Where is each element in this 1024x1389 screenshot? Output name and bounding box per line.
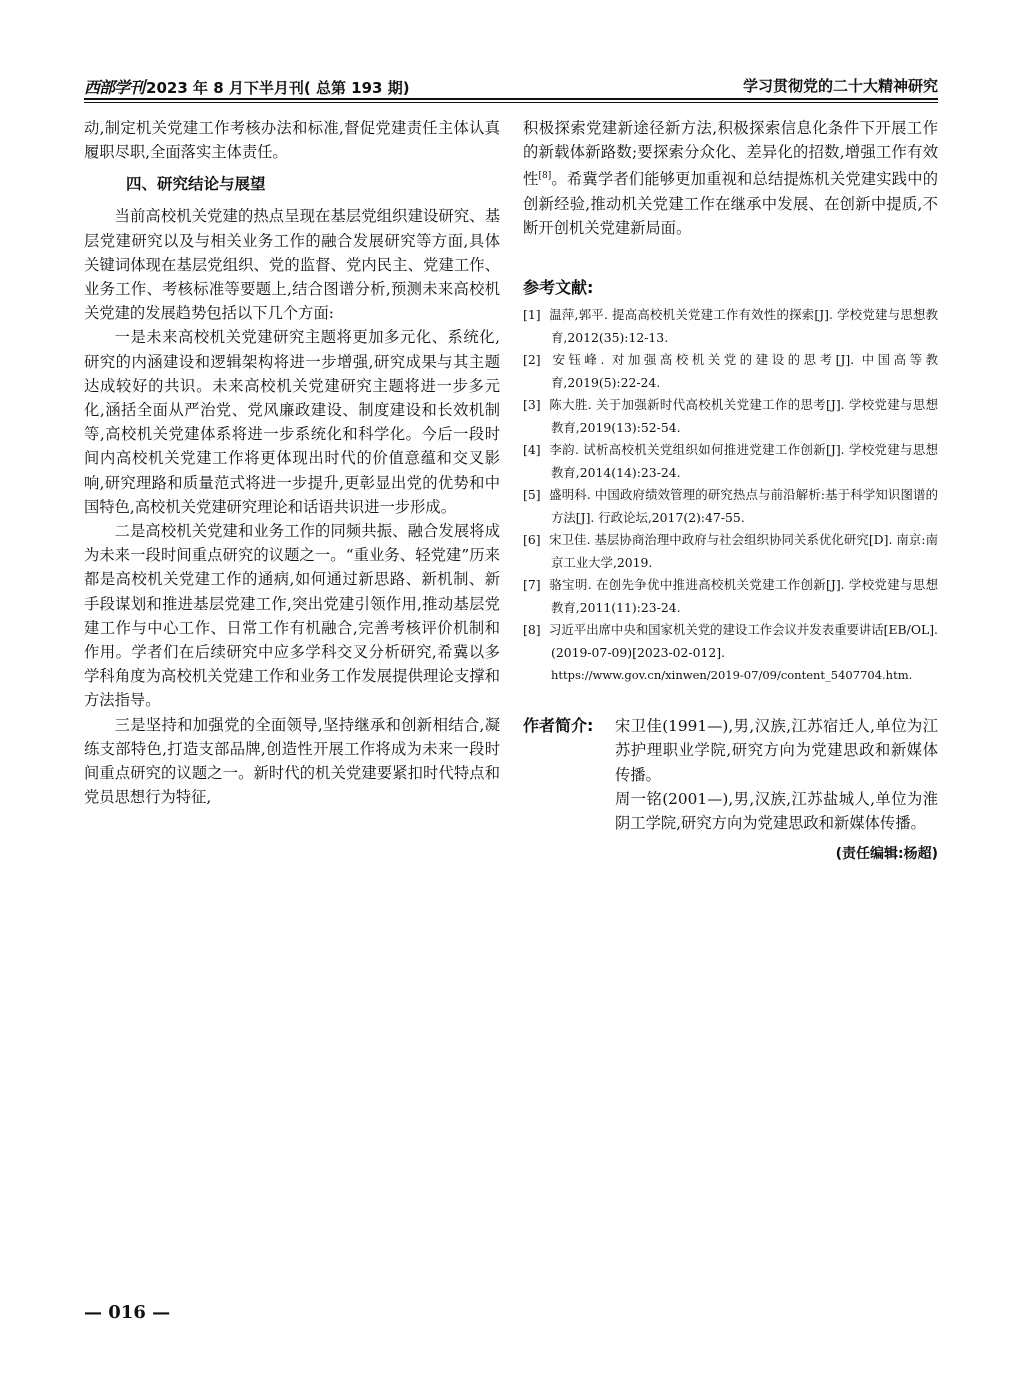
header-rule-thin — [84, 102, 938, 103]
right-column — [523, 116, 938, 863]
reference-list — [523, 304, 938, 686]
reference-text: 宋卫佳. 基层协商治理中政府与社会组织协同关系优化研究[D]. 南京:南京工业大学,2019. — [549, 532, 938, 570]
journal-logo: 西部学刊 — [84, 78, 145, 97]
page-number: — 016 — — [84, 1302, 171, 1323]
responsible-editor: (责任编辑:杨超) — [835, 846, 938, 863]
reference-item — [523, 484, 938, 529]
author-bio-label: 作者简介: — [523, 716, 594, 736]
text-run: 。希冀学者们能够更加重视和总结提炼机关党建实践中的创新经验,推动机关党建工作在继承中发展、在创新中提质,不断开创机关党建新局面。 — [523, 170, 938, 237]
journal-issue — [84, 75, 410, 98]
reference-number: [8] — [523, 622, 541, 638]
reference-item — [523, 529, 938, 574]
reference-number: [7] — [523, 577, 541, 593]
references-heading: 参考文献: — [523, 278, 594, 298]
paragraph: 当前高校机关党建的热点呈现在基层党组织建设研究、基层党建研究以及与相关业务工作的融合发展研究等方面,具体关键词体现在基层党组织、党的监督、党内民主、党建工作、业务工作、考核标准等要题上,结合图谱分析,预测未来高校机关党建的发展趋势包括以下几个方面: — [84, 207, 500, 323]
reference-number: [3] — [523, 397, 541, 413]
author-bio — [523, 714, 938, 835]
author-entry: 宋卫佳(1991—),男,汉族,江苏宿迁人,单位为江苏护理职业学院,研究方向为党建思政和新媒体传播。 — [615, 717, 938, 784]
reference-text: 习近平出席中央和国家机关党的建设工作会议并发表重要讲话[EB/OL]. (2019-07-09)[2023-02-012]. — [549, 622, 938, 660]
reference-text: 陈大胜. 关于加强新时代高校机关党建工作的思考[J]. 学校党建与思想教育,2019(13):52-54. — [549, 397, 938, 435]
reference-number: [5] — [523, 487, 541, 503]
left-column — [84, 116, 500, 809]
reference-item — [523, 439, 938, 484]
paragraph: 二是高校机关党建和业务工作的同频共振、融合发展将成为未来一段时间重点研究的议题之一。“重业务、轻党建”历来都是高校机关党建工作的通病,如何通过新思路、新机制、新手段谋划和推进基层党建工作,突出党建引领作用,推动基层党建工作与中心工作、日常工作有机融合,完善考核评价机制和作用。学者们在后续研究中应多学科交叉分析研究,希冀以多学科角度为高校机关党建工作和业务工作发展提供理论支撑和方法指导。 — [84, 522, 500, 710]
paragraph-continued: 动,制定机关党建工作考核办法和标准,督促党建责任主体认真履职尽职,全面落实主体责任。 — [84, 119, 500, 162]
author-bio-text — [615, 714, 938, 835]
reference-item — [523, 304, 938, 349]
column-title: 学习贯彻党的二十大精神研究 — [742, 77, 938, 95]
reference-item — [523, 394, 938, 439]
issue-info: 2023 年 8 月下半月刊( 总第 193 期) — [146, 79, 410, 97]
reference-text: 盛明科. 中国政府绩效管理的研究热点与前沿解析:基于科学知识图谱的方法[J]. 行政论坛,2017(2):47-55. — [549, 487, 938, 525]
reference-url: https://www.gov.cn/xinwen/2019-07/09/content_5407704.htm. — [551, 668, 913, 683]
reference-text: 温萍,郭平. 提高高校机关党建工作有效性的探索[J]. 学校党建与思想教育,2012(35):12-13. — [549, 307, 938, 345]
reference-item — [523, 349, 938, 394]
citation-mark: [8] — [538, 171, 552, 182]
reference-number: [2] — [523, 352, 541, 368]
paragraph-continued — [523, 116, 938, 240]
paragraph: 一是未来高校机关党建研究主题将更加多元化、系统化,研究的内涵建设和逻辑架构将进一步增强,研究成果与其主题达成较好的共识。未来高校机关党建研究主题将进一步多元化,涵括全面从严治党、党风廉政建设、制度建设和长效机制等,高校机关党建体系将进一步系统化和科学化。今后一段时间内高校机关党建工作将更体现出时代的价值意蕴和交叉影响,研究理路和质量范式将进一步提升,更彰显出党的优势和中国特色,高校机关党建研究理论和话语共识进一步形成。 — [84, 328, 500, 516]
reference-number: [1] — [523, 307, 541, 323]
author-entry: 周一铭(2001—),男,汉族,江苏盐城人,单位为淮阴工学院,研究方向为党建思政和新媒体传播。 — [615, 789, 938, 832]
reference-text: 骆宝明. 在创先争优中推进高校机关党建工作创新[J]. 学校党建与思想教育,2011(11):23-24. — [549, 577, 938, 615]
running-header — [84, 71, 938, 101]
reference-text: 李韵. 试析高校机关党组织如何推进党建工作创新[J]. 学校党建与思想教育,2014(14):23-24. — [549, 442, 938, 480]
section-heading: 四、研究结论与展望 — [126, 175, 266, 194]
reference-number: [6] — [523, 532, 541, 548]
text-run: 积极探索党建新途径新方法,积极探索信息化条件下开展工作的新载体新路数;要探索分众化、差异化的招数,增强工作有效性 — [523, 119, 938, 189]
reference-number: [4] — [523, 442, 541, 458]
reference-item — [523, 619, 938, 664]
reference-item — [523, 574, 938, 619]
header-rule — [84, 98, 938, 100]
reference-text: 安钰峰. 对加强高校机关党的建设的思考[J]. 中国高等教育,2019(5):22-24. — [549, 352, 938, 390]
paragraph: 三是坚持和加强党的全面领导,坚持继承和创新相结合,凝练支部特色,打造支部品牌,创造性开展工作将成为未来一段时间重点研究的议题之一。新时代的机关党建要紧扣时代特点和党员思想行为特征, — [84, 715, 500, 807]
